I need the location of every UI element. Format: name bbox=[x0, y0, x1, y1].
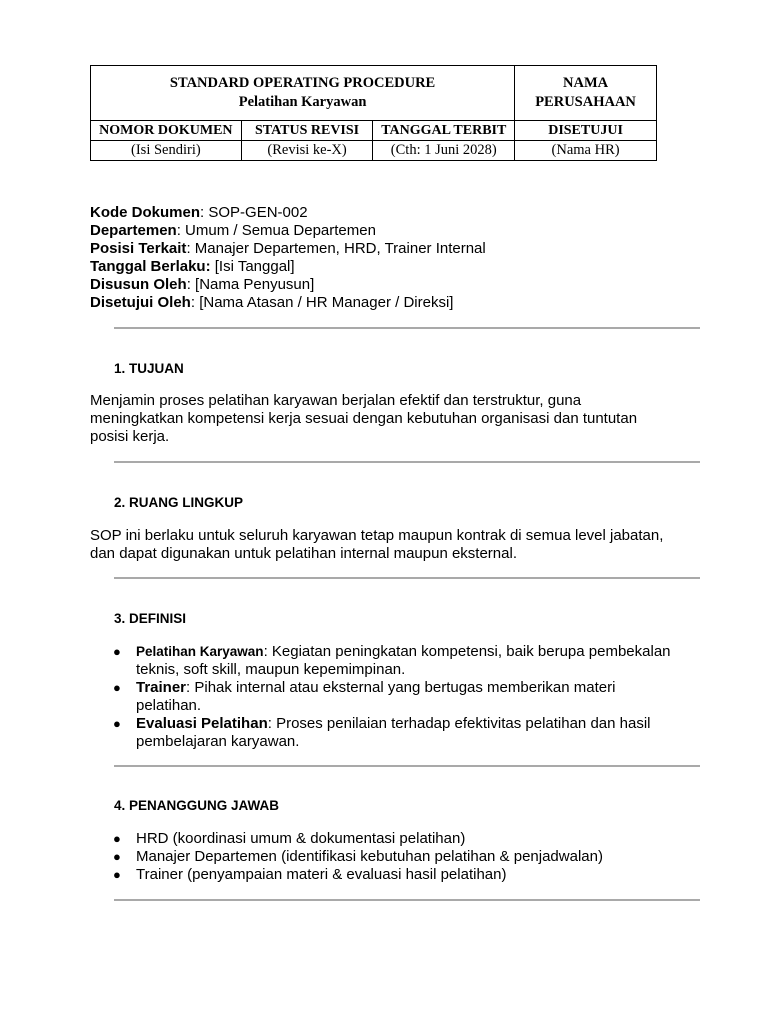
horizontal-rule bbox=[114, 461, 700, 463]
definition-text-cont: teknis, soft skill, maupun kepemimpinan. bbox=[136, 661, 406, 678]
paragraph-line: SOP ini berlaku untuk seluruh karyawan tetap maupun kontrak di semua level jabatan, bbox=[90, 527, 664, 544]
info-label: Posisi Terkait bbox=[90, 240, 187, 257]
list-item-text: Manajer Departemen (identifikasi kebutuhan pelatihan & penjadwalan) bbox=[136, 848, 603, 865]
info-value: Umum / Semua Departemen bbox=[185, 222, 376, 239]
sop-title-cell bbox=[91, 66, 515, 121]
list-item bbox=[90, 866, 690, 884]
info-label: Departemen bbox=[90, 222, 177, 239]
list-item bbox=[90, 830, 690, 848]
sop-subtitle: Pelatihan Karyawan bbox=[238, 94, 367, 110]
bullet-icon: ● bbox=[113, 680, 121, 695]
paragraph-line: Menjamin proses pelatihan karyawan berjalan efektif dan terstruktur, guna bbox=[90, 392, 582, 409]
definition-term: Pelatihan Karyawan bbox=[136, 644, 264, 659]
col-head-status-revisi: STATUS REVISI bbox=[241, 121, 373, 141]
document-info bbox=[90, 204, 710, 312]
info-disusun-oleh bbox=[90, 276, 710, 294]
val-disetujui: (Nama HR) bbox=[515, 141, 657, 161]
list-item bbox=[90, 643, 690, 679]
definition-text: : Proses penilaian terhadap efektivitas pelatihan dan hasil bbox=[267, 715, 651, 732]
info-label: Disusun Oleh bbox=[90, 276, 187, 293]
info-label: Disetujui Oleh bbox=[90, 294, 191, 311]
list-item bbox=[90, 848, 690, 866]
info-tanggal-berlaku bbox=[90, 258, 710, 276]
info-disetujui-oleh bbox=[90, 294, 710, 312]
definisi-list bbox=[90, 643, 690, 751]
list-item bbox=[90, 679, 690, 715]
info-kode-dokumen bbox=[90, 204, 710, 222]
bullet-icon: ● bbox=[113, 867, 121, 882]
definition-term: Trainer bbox=[136, 679, 187, 696]
section-heading-penanggung-jawab: 4. PENANGGUNG JAWAB bbox=[114, 798, 280, 813]
company-name-line1: NAMA bbox=[563, 75, 609, 91]
val-nomor-dokumen: (Isi Sendiri) bbox=[91, 141, 242, 161]
definition-text-cont: pelatihan. bbox=[136, 697, 202, 714]
info-label: Tanggal Berlaku: bbox=[90, 258, 211, 275]
penanggung-jawab-list bbox=[90, 830, 690, 884]
bullet-icon: ● bbox=[113, 644, 121, 659]
info-sep: : bbox=[176, 222, 186, 239]
sop-title: STANDARD OPERATING PROCEDURE bbox=[169, 75, 436, 91]
company-name-cell bbox=[515, 66, 657, 121]
paragraph-line: meningkatkan kompetensi kerja sesuai dengan kebutuhan organisasi dan tuntutan bbox=[90, 410, 638, 427]
section-body-tujuan bbox=[90, 392, 680, 446]
company-name-line2: PERUSAHAAN bbox=[535, 94, 636, 110]
col-head-nomor-dokumen: NOMOR DOKUMEN bbox=[91, 121, 242, 141]
bullet-icon: ● bbox=[113, 831, 121, 846]
section-heading-tujuan: 1. TUJUAN bbox=[114, 361, 184, 376]
bullet-icon: ● bbox=[113, 849, 121, 864]
col-head-tanggal-terbit: TANGGAL TERBIT bbox=[373, 121, 515, 141]
info-sep: : bbox=[200, 204, 209, 221]
info-value: [Nama Penyusun] bbox=[195, 276, 315, 293]
val-tanggal-terbit: (Cth: 1 Juni 2028) bbox=[373, 141, 515, 161]
bullet-icon: ● bbox=[113, 716, 121, 731]
section-heading-definisi: 3. DEFINISI bbox=[114, 611, 187, 626]
info-value: SOP-GEN-002 bbox=[208, 204, 308, 221]
horizontal-rule bbox=[114, 899, 700, 901]
list-item-text: HRD (koordinasi umum & dokumentasi pelatihan) bbox=[136, 830, 466, 847]
definition-term: Evaluasi Pelatihan bbox=[136, 715, 268, 732]
section-body-ruang-lingkup bbox=[90, 527, 680, 563]
definition-text: : Kegiatan peningkatan kompetensi, baik berupa pembekalan bbox=[263, 643, 671, 660]
horizontal-rule bbox=[114, 327, 700, 329]
info-value: Manajer Departemen, HRD, Trainer Internal bbox=[194, 240, 486, 257]
horizontal-rule bbox=[114, 577, 700, 579]
list-item bbox=[90, 715, 690, 751]
info-value: [Isi Tanggal] bbox=[214, 258, 295, 275]
info-departemen bbox=[90, 222, 710, 240]
list-item-text: Trainer (penyampaian materi & evaluasi hasil pelatihan) bbox=[136, 866, 507, 883]
info-sep: : bbox=[190, 294, 200, 311]
sop-header-table bbox=[90, 65, 657, 161]
info-value: [Nama Atasan / HR Manager / Direksi] bbox=[199, 294, 454, 311]
col-head-disetujui: DISETUJUI bbox=[515, 121, 657, 141]
horizontal-rule bbox=[114, 765, 700, 767]
val-status-revisi: (Revisi ke-X) bbox=[241, 141, 373, 161]
definition-text-cont: pembelajaran karyawan. bbox=[136, 733, 300, 750]
definition-text: : Pihak internal atau eksternal yang bertugas memberikan materi bbox=[186, 679, 616, 696]
info-sep: : bbox=[186, 240, 195, 257]
info-label: Kode Dokumen bbox=[90, 204, 201, 221]
section-heading-ruang-lingkup: 2. RUANG LINGKUP bbox=[114, 495, 244, 510]
info-sep: : bbox=[186, 276, 196, 293]
info-posisi-terkait bbox=[90, 240, 710, 258]
paragraph-line: posisi kerja. bbox=[90, 428, 170, 445]
paragraph-line: dan dapat digunakan untuk pelatihan internal maupun eksternal. bbox=[90, 545, 517, 562]
